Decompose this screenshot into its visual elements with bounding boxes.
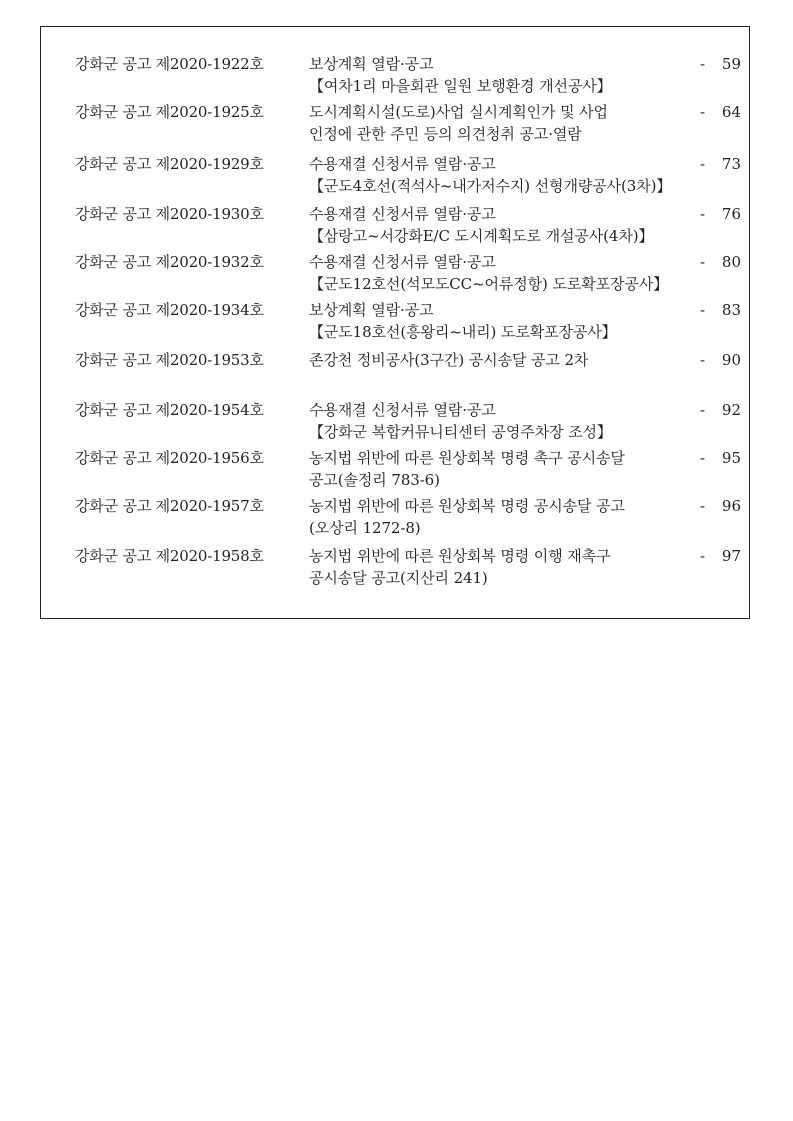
notice-title: [309, 251, 699, 295]
toc-entry: [41, 447, 749, 491]
page-number: 73: [721, 155, 741, 173]
notice-title-line: 농지법 위반에 따른 원상회복 명령 촉구 공시송달: [309, 449, 625, 467]
leader-dash: -: [700, 547, 706, 565]
toc-entry: [41, 53, 749, 97]
notice-number: 강화군 공고 제2020-1922호: [75, 55, 264, 73]
page-number: 80: [721, 253, 741, 271]
notice-title: [309, 153, 699, 197]
notice-title-line: 【삼랑고~서강화E/C 도시계획도로 개설공사(4차)】: [309, 227, 654, 245]
leader-dash: -: [700, 55, 706, 73]
notice-title: [309, 399, 699, 443]
page-number: 95: [721, 449, 741, 467]
notice-number: 강화군 공고 제2020-1953호: [75, 351, 264, 369]
toc-entry: [41, 251, 749, 295]
notice-title-line: 수용재결 신청서류 열람·공고: [309, 253, 496, 271]
leader-dash: -: [700, 351, 706, 369]
leader-dash: -: [700, 253, 706, 271]
leader-dash: -: [700, 205, 706, 223]
notice-title-line: 【군도12호선(석모도CC~어류정항) 도로확포장공사】: [309, 275, 669, 293]
notice-number: 강화군 공고 제2020-1957호: [75, 497, 264, 515]
notice-title-line: 【강화군 복합커뮤니티센터 공영주차장 조성】: [309, 423, 612, 441]
page-number: 83: [721, 301, 741, 319]
toc-entry: [41, 299, 749, 343]
notice-title-line: 보상계획 열람·공고: [309, 55, 434, 73]
notice-title: [309, 447, 699, 491]
notice-title: [309, 53, 699, 97]
leader-dash: -: [700, 103, 706, 121]
notice-title: [309, 545, 699, 589]
toc-entry: [41, 495, 749, 539]
page-number: 76: [721, 205, 741, 223]
notice-title-line: 존강천 정비공사(3구간) 공시송달 공고 2차: [309, 351, 589, 369]
notice-number: 강화군 공고 제2020-1954호: [75, 401, 264, 419]
notice-title-line: 농지법 위반에 따른 원상회복 명령 공시송달 공고: [309, 497, 625, 515]
page-number: 97: [721, 547, 741, 565]
notice-title-line: [309, 371, 699, 393]
notice-title: [309, 495, 699, 539]
notice-title-line: 공시송달 공고(지산리 241): [309, 569, 488, 587]
notice-number: 강화군 공고 제2020-1932호: [75, 253, 264, 271]
leader-dash: -: [700, 497, 706, 515]
page-number: 64: [721, 103, 741, 121]
leader-dash: -: [700, 449, 706, 467]
notice-number: 강화군 공고 제2020-1930호: [75, 205, 264, 223]
notice-number: 강화군 공고 제2020-1956호: [75, 449, 264, 467]
notice-title: [309, 299, 699, 343]
notice-title-line: (오상리 1272-8): [309, 519, 421, 537]
notice-title-line: 보상계획 열람·공고: [309, 301, 434, 319]
notice-title-line: 도시계획시설(도로)사업 실시계획인가 및 사업: [309, 103, 608, 121]
toc-entry: [41, 349, 749, 393]
toc-entry: [41, 399, 749, 443]
toc-entry: [41, 545, 749, 589]
notice-title-line: 수용재결 신청서류 열람·공고: [309, 155, 496, 173]
notice-number: 강화군 공고 제2020-1929호: [75, 155, 264, 173]
notice-title: [309, 203, 699, 247]
toc-entry: [41, 153, 749, 197]
page-number: 92: [721, 401, 741, 419]
leader-dash: -: [700, 401, 706, 419]
page-number: 90: [721, 351, 741, 369]
notice-title-line: 공고(솔정리 783-6): [309, 471, 440, 489]
page-number: 96: [721, 497, 741, 515]
notice-number: 강화군 공고 제2020-1958호: [75, 547, 264, 565]
notice-title-line: 인정에 관한 주민 등의 의견청취 공고·열람: [309, 125, 582, 143]
page-number: 59: [721, 55, 741, 73]
leader-dash: -: [700, 301, 706, 319]
notice-title: [309, 101, 699, 145]
notice-title-line: 【군도4호선(적석사~내가저수지) 선형개량공사(3차)】: [309, 177, 672, 195]
toc-entry: [41, 203, 749, 247]
toc-entry: [41, 101, 749, 145]
notice-number: 강화군 공고 제2020-1934호: [75, 301, 264, 319]
notice-title-line: 수용재결 신청서류 열람·공고: [309, 401, 496, 419]
notice-title-line: 【군도18호선(흥왕리~내리) 도로확포장공사】: [309, 323, 617, 341]
notice-number: 강화군 공고 제2020-1925호: [75, 103, 264, 121]
notice-title: [309, 349, 699, 393]
notice-title-line: 수용재결 신청서류 열람·공고: [309, 205, 496, 223]
leader-dash: -: [700, 155, 706, 173]
notice-title-line: 【여차1리 마을회관 일원 보행환경 개선공사】: [309, 77, 612, 95]
notice-title-line: 농지법 위반에 따른 원상회복 명령 이행 재촉구: [309, 547, 611, 565]
table-of-contents-box: [40, 26, 750, 619]
